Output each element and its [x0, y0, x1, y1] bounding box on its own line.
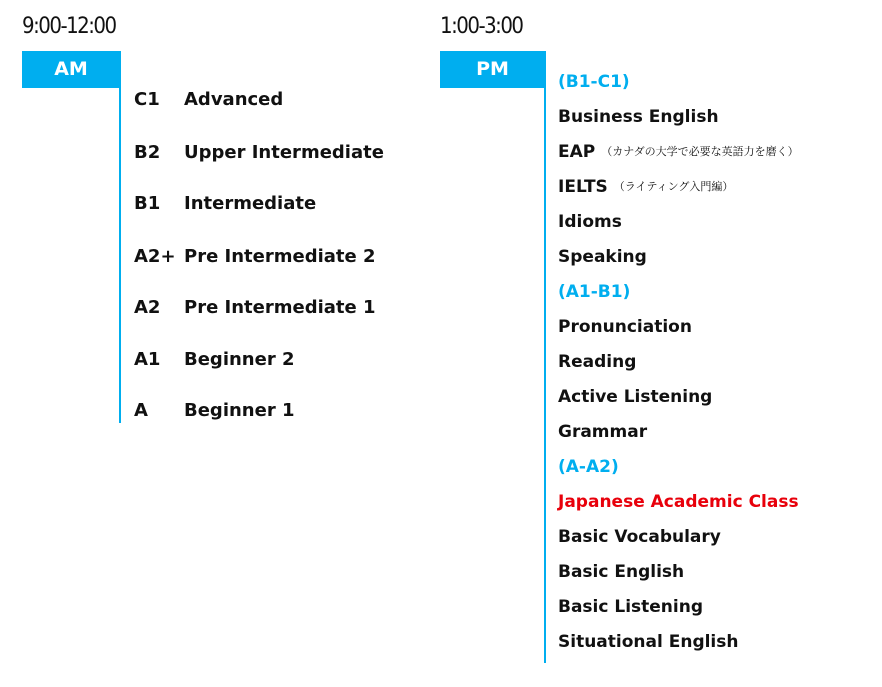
course-label: Pronunciation — [558, 317, 692, 337]
am-tab — [22, 51, 120, 88]
course-label: Basic Listening — [558, 597, 704, 617]
course-label: Basic English — [558, 562, 685, 582]
course-label: Reading — [558, 352, 637, 372]
level-code: A — [134, 400, 148, 421]
course-label: Active Listening — [558, 387, 713, 407]
level-name: Pre Intermediate 1 — [184, 297, 376, 318]
course-label: Grammar — [558, 422, 648, 442]
course-note: （カナダの大学で必要な英語力を磨く） — [601, 145, 799, 158]
level-code: C1 — [134, 89, 160, 110]
level-code: A1 — [134, 349, 161, 370]
pm-course-basic-vocabulary — [558, 527, 721, 547]
course-label: Basic Vocabulary — [558, 527, 721, 547]
pm-course-basic-listening — [558, 597, 703, 617]
pm-course-active-listening — [558, 387, 712, 407]
level-name: Pre Intermediate 2 — [184, 246, 376, 267]
course-label: Business English — [558, 107, 719, 127]
pm-course-speaking — [558, 247, 647, 267]
level-name: Upper Intermediate — [184, 142, 384, 163]
level-name: Beginner 2 — [184, 349, 295, 370]
course-note: （ライティング入門編） — [613, 180, 734, 193]
pm-course-business-english — [558, 107, 719, 127]
pm-divider-line — [544, 51, 546, 663]
pm-group-heading-a1-b1: (A1-B1) — [558, 282, 631, 302]
course-label: Idioms — [558, 212, 622, 232]
pm-course-idioms — [558, 212, 622, 232]
pm-course-japanese-academic-class — [558, 492, 799, 512]
course-label: Speaking — [558, 247, 647, 267]
pm-course-ielts — [558, 177, 733, 197]
pm-course-basic-english — [558, 562, 684, 582]
course-label: EAP — [558, 142, 596, 162]
pm-time-label: 1:00-3:00 — [440, 14, 523, 39]
level-code: B2 — [134, 142, 161, 163]
level-code: A2+ — [134, 246, 176, 267]
level-name: Beginner 1 — [184, 400, 295, 421]
pm-course-grammar — [558, 422, 647, 442]
pm-course-eap — [558, 142, 799, 162]
course-label: IELTS — [558, 177, 608, 197]
course-label: Situational English — [558, 632, 739, 652]
pm-group-heading-a-a2: (A-A2) — [558, 457, 619, 477]
pm-tab — [440, 51, 545, 88]
am-time-label: 9:00-12:00 — [22, 14, 116, 39]
am-divider-line — [119, 51, 121, 423]
level-code: B1 — [134, 193, 161, 214]
level-name: Intermediate — [184, 193, 317, 214]
level-name: Advanced — [184, 89, 284, 110]
pm-tab-label: PM — [476, 58, 509, 80]
pm-course-pronunciation — [558, 317, 692, 337]
pm-group-heading-b1-c1: (B1-C1) — [558, 72, 630, 92]
course-label: Japanese Academic Class — [558, 492, 799, 512]
pm-course-situational-english — [558, 632, 738, 652]
pm-course-reading — [558, 352, 636, 372]
level-code: A2 — [134, 297, 161, 318]
am-tab-label: AM — [54, 58, 88, 80]
